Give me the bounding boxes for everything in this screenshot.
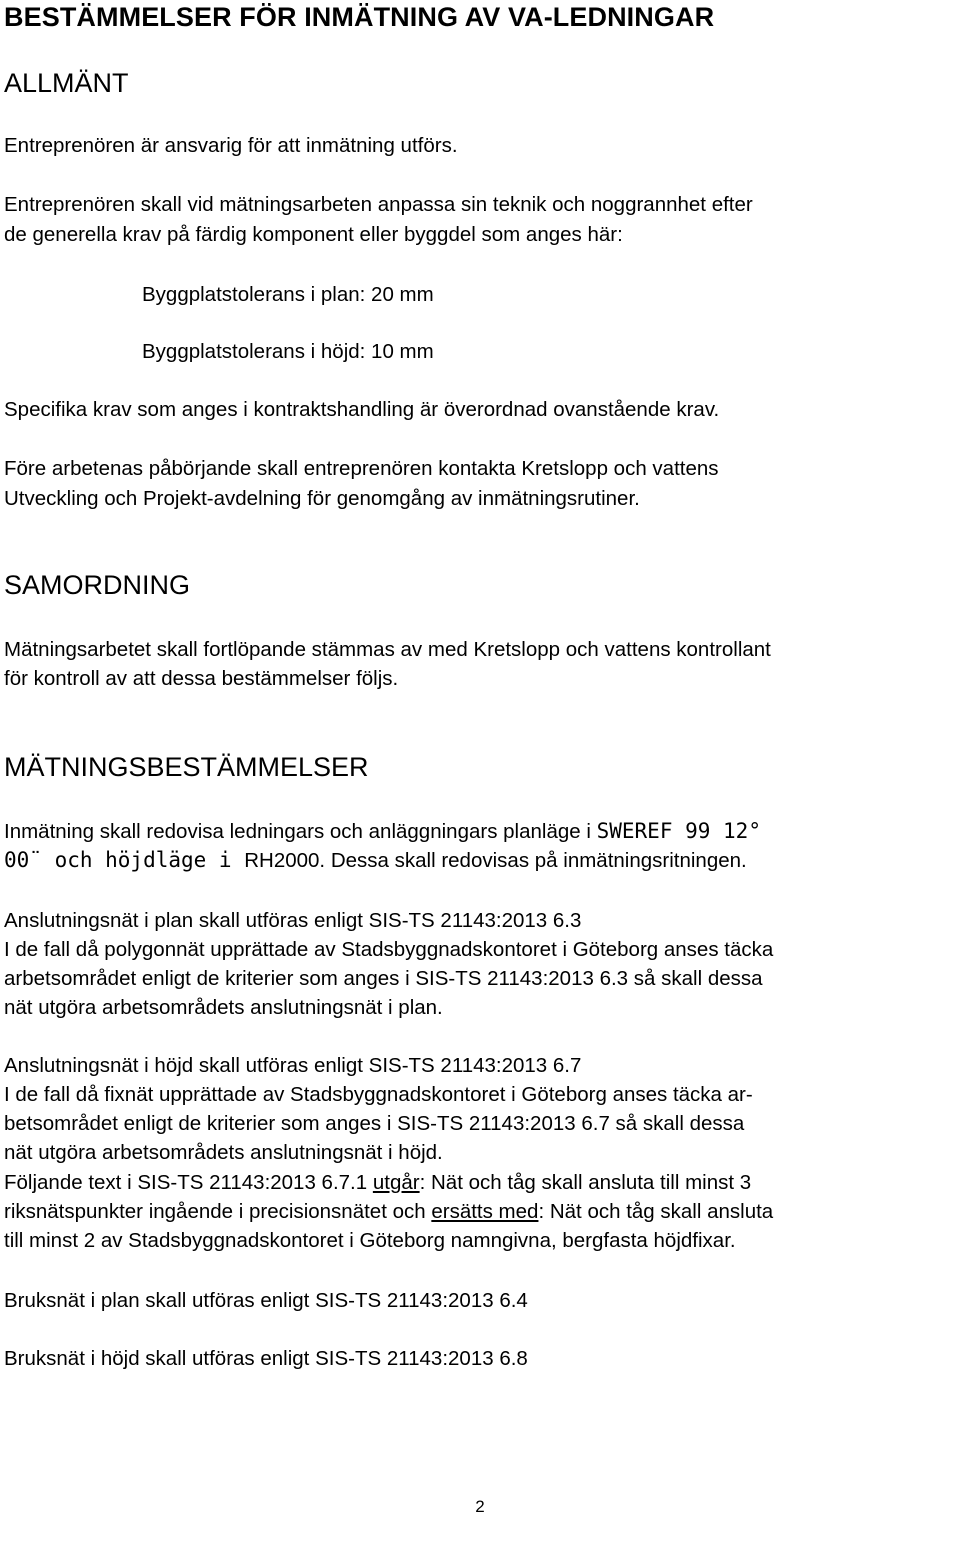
paragraph-anslutning-hojd-line2: I de fall då fixnät upprättade av Stadsbyggnadskontoret i Göteborg anses täcka ar- [4, 1083, 753, 1106]
paragraph-bruksnat-plan: Bruksnät i plan skall utföras enligt SIS-TS 21143:2013 6.4 [4, 1289, 528, 1312]
paragraph-matningsarbeten-line1: Entreprenören skall vid mätningsarbeten anpassa sin teknik och noggrannhet efter [4, 193, 753, 216]
paragraph-fore-arbetenas-line2: Utveckling och Projekt-avdelning för genomgång av inmätningsrutiner. [4, 487, 640, 510]
line5-text-a: Följande text i SIS-TS 21143:2013 6.7.1 [4, 1171, 373, 1194]
inmatning-text-rh2000: RH2000. Dessa skall redovisas på inmätningsritningen. [244, 849, 747, 872]
heading-matningsbestammelser: MÄTNINGSBESTÄMMELSER [4, 752, 369, 782]
paragraph-matningsarbeten-line2: de generella krav på färdig komponent eller byggdel som anges här: [4, 223, 623, 246]
line5-text-b: : Nät och tåg skall ansluta till minst 3 [419, 1171, 752, 1194]
paragraph-anslutning-hojd-line4: nät utgöra arbetsområdets anslutningsnät i höjd. [4, 1141, 443, 1164]
heading-samordning: SAMORDNING [4, 570, 191, 600]
line6-underlined-ersatts-med: ersätts med [431, 1200, 539, 1223]
paragraph-fore-arbetenas-line1: Före arbetenas påbörjande skall entreprenören kontakta Kretslopp och vattens [4, 457, 719, 480]
paragraph-anslutning-hojd-line5 [4, 1168, 956, 1197]
paragraph-anslutning-hojd-line1: Anslutningsnät i höjd skall utföras enligt SIS-TS 21143:2013 6.7 [4, 1054, 582, 1077]
paragraph-anslutning-hojd-line3: betsområdet enligt de kriterier som anges i SIS-TS 21143:2013 6.7 så skall dessa [4, 1112, 745, 1135]
paragraph-inmatning-line1 [4, 817, 956, 846]
paragraph-specifika-krav: Specifika krav som anges i kontraktshandling är överordnad ovanstående krav. [4, 398, 720, 421]
tolerance-hojd: Byggplatstolerans i höjd: 10 mm [142, 340, 434, 363]
paragraph-anslutning-plan-line1: Anslutningsnät i plan skall utföras enligt SIS-TS 21143:2013 6.3 [4, 909, 582, 932]
inmatning-text-a: Inmätning skall redovisa ledningars och anläggningars planläge i [4, 820, 597, 843]
paragraph-anslutning-hojd-line6 [4, 1197, 956, 1226]
line6-text-b: : Nät och tåg skall ansluta [538, 1200, 774, 1223]
paragraph-bruksnat-hojd: Bruksnät i höjd skall utföras enligt SIS-TS 21143:2013 6.8 [4, 1347, 528, 1370]
document-title: BESTÄMMELSER FÖR INMÄTNING AV VA-LEDNINGAR [4, 2, 715, 32]
paragraph-samordning-line2: för kontroll av att dessa bestämmelser följs. [4, 667, 399, 690]
tolerance-plan: Byggplatstolerans i plan: 20 mm [142, 283, 434, 306]
inmatning-text-sweref: SWEREF 99 12° [596, 819, 761, 843]
paragraph-ansvarig: Entreprenören är ansvarig för att inmätning utförs. [4, 134, 458, 157]
paragraph-anslutning-plan-line3: arbetsområdet enligt de kriterier som anges i SIS-TS 21143:2013 6.3 så skall dessa [4, 967, 763, 990]
inmatning-text-hojdlage: 00¨ och höjdläge i [4, 848, 245, 872]
page-number: 2 [475, 1497, 485, 1516]
paragraph-anslutning-plan-line2: I de fall då polygonnät upprättade av Stadsbyggnadskontoret i Göteborg anses täcka [4, 938, 774, 961]
paragraph-anslutning-plan-line4: nät utgöra arbetsområdets anslutningsnät i plan. [4, 996, 443, 1019]
line6-text-a: riksnätspunkter ingående i precisionsnätet och [4, 1200, 432, 1223]
line5-underlined-utgar: utgår [372, 1171, 420, 1194]
heading-allmant: ALLMÄNT [4, 68, 129, 98]
paragraph-anslutning-hojd-line7: till minst 2 av Stadsbyggnadskontoret i Göteborg namngivna, bergfasta höjdfixar. [4, 1229, 736, 1252]
paragraph-samordning-line1: Mätningsarbetet skall fortlöpande stämmas av med Kretslopp och vattens kontrollant [4, 638, 771, 661]
paragraph-inmatning-line2 [4, 846, 956, 875]
